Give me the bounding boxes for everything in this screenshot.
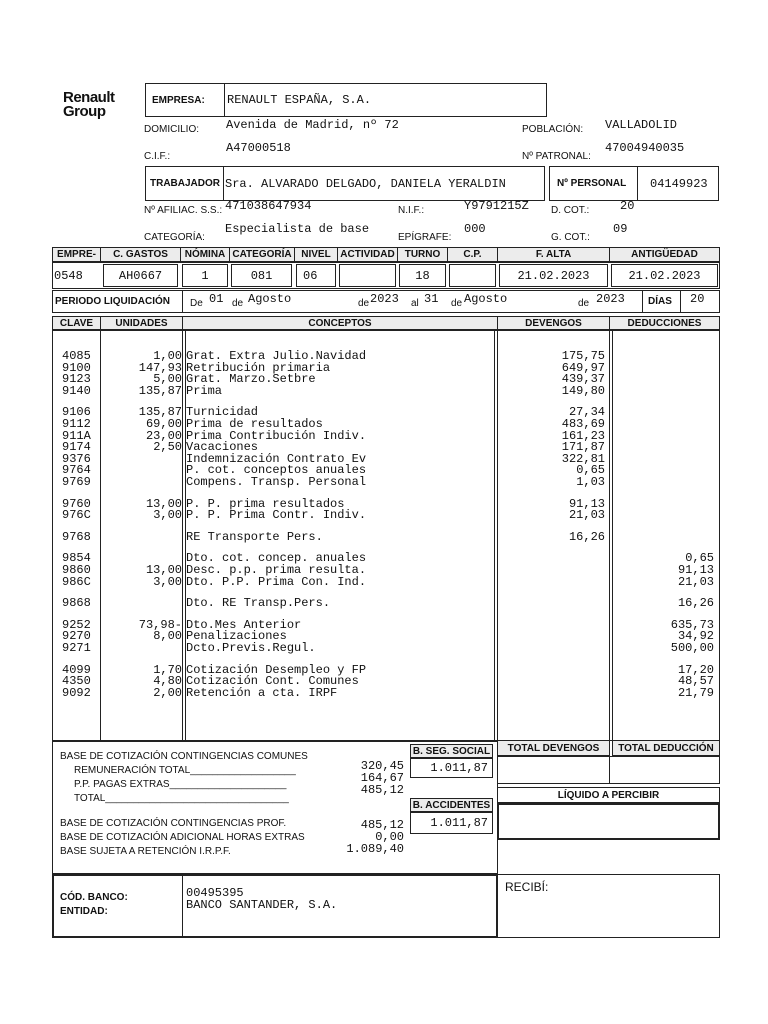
row-deduccion: 34,92 xyxy=(677,629,714,644)
bases-comunes-title: BASE DE COTIZACIÓN CONTINGENCIAS COMUNES xyxy=(60,751,308,762)
val-cp xyxy=(449,264,496,287)
row-devengo: 1,03 xyxy=(576,475,605,489)
row-unidades: 4,80 xyxy=(153,674,182,689)
hdr-categoria: CATEGORÍA xyxy=(229,247,295,262)
row-clave: 9112 xyxy=(62,417,91,431)
row-concepto: P. cot. conceptos anuales xyxy=(186,463,367,478)
row-deduccion: 500,00 xyxy=(670,641,714,655)
val-nomina: 1 xyxy=(182,264,228,287)
row-clave: 9868 xyxy=(62,596,91,611)
logo-line-1: Renault xyxy=(63,89,115,106)
row-unidades: 13,00 xyxy=(145,563,182,577)
periodo-de-5: de xyxy=(578,298,590,309)
row-concepto: Retención a cta. IRPF xyxy=(186,685,338,700)
row-concepto: Grat. Extra Julio.Navidad xyxy=(186,349,367,363)
row-unidades: 3,00 xyxy=(153,508,182,523)
hdr-empre: EMPRE- xyxy=(52,247,101,262)
cod-banco-label: CÓD. BANCO: xyxy=(60,892,128,903)
col-devengos: DEVENGOS xyxy=(497,316,610,330)
row-concepto: P. P. prima resultados xyxy=(186,496,345,511)
periodo-label: PERIODO LIQUIDACIÓN xyxy=(55,296,171,307)
total-deduccion-label: TOTAL DEDUCCIÓN xyxy=(612,740,720,756)
row-concepto: Prima xyxy=(186,383,223,398)
row-concepto: P. P. Prima Contr. Indiv. xyxy=(186,508,367,523)
row-clave: 4099 xyxy=(62,662,91,677)
row-devengo: 649,97 xyxy=(561,360,605,375)
nif-label: N.I.F.: xyxy=(398,205,425,216)
row-deduccion: 635,73 xyxy=(670,617,714,632)
dcot-value: 20 xyxy=(620,199,635,213)
profesionales-label: BASE DE COTIZACIÓN CONTINGENCIAS PROF. xyxy=(60,818,287,829)
row-unidades: 5,00 xyxy=(153,372,182,387)
afiliac-value: 471038647934 xyxy=(225,199,312,213)
dcot-label: D. COT.: xyxy=(551,205,590,216)
epigrafe-label: EPÍGRAFE: xyxy=(398,232,452,243)
row-unidades: 147,93 xyxy=(138,360,182,375)
row-deduccion: 21,03 xyxy=(677,574,714,589)
row-devengo: 27,34 xyxy=(568,405,605,420)
col-conceptos: CONCEPTOS xyxy=(182,316,498,330)
periodo-month-2: Agosto xyxy=(464,292,508,306)
periodo-de-3: de xyxy=(358,298,370,309)
row-clave: 9768 xyxy=(62,529,91,544)
row-unidades: 2,00 xyxy=(153,685,182,700)
row-clave: 911A xyxy=(62,428,91,443)
row-devengo: 322,81 xyxy=(561,451,605,466)
row-deduccion: 0,65 xyxy=(685,551,714,566)
row-unidades: 73,98- xyxy=(138,617,182,632)
row-devengo: 91,13 xyxy=(568,496,605,511)
row-concepto: Dto. P.P. Prima Con. Ind. xyxy=(186,574,367,589)
row-concepto: Dto. RE Transp.Pers. xyxy=(186,596,331,611)
hdr-nomina: NÓMINA xyxy=(180,247,230,262)
row-devengo: 171,87 xyxy=(561,440,605,455)
row-unidades: 2,50 xyxy=(153,440,182,455)
row-concepto: Grat. Marzo.Setbre xyxy=(186,372,316,387)
epigrafe-value: 000 xyxy=(464,222,486,236)
row-clave: 986C xyxy=(62,574,91,589)
irpf-value: 1.089,40 xyxy=(346,842,404,856)
row-deduccion: 17,20 xyxy=(677,662,714,677)
total-label: TOTAL_________________________________ xyxy=(74,793,289,804)
periodo-year-1: 2023 xyxy=(370,292,399,306)
val-categoria: 081 xyxy=(231,264,292,287)
row-concepto: Dcto.Previs.Regul. xyxy=(186,641,316,655)
col-unidades: UNIDADES xyxy=(100,316,183,330)
row-clave: 9860 xyxy=(62,563,91,577)
row-deduccion: 16,26 xyxy=(677,596,714,611)
profesionales-value: 485,12 xyxy=(360,818,404,832)
irpf-label: BASE SUJETA A RETENCIÓN I.R.P.F. xyxy=(60,846,231,857)
row-clave: 9100 xyxy=(62,360,91,375)
row-deduccion: 48,57 xyxy=(677,674,714,689)
row-concepto: Dto.Mes Anterior xyxy=(186,617,302,632)
horas-label: BASE DE COTIZACIÓN ADICIONAL HORAS EXTRAS xyxy=(60,832,305,843)
row-concepto: RE Transporte Pers. xyxy=(186,529,323,544)
row-clave: 9769 xyxy=(62,475,91,489)
row-unidades: 8,00 xyxy=(153,629,182,644)
seg-social-value: 1.011,87 xyxy=(410,758,493,778)
liquido-label: LÍQUIDO A PERCIBIR xyxy=(497,787,720,803)
poblacion-label: POBLACIÓN: xyxy=(522,124,584,135)
row-unidades: 23,00 xyxy=(145,428,182,443)
row-clave: 9123 xyxy=(62,372,91,387)
row-clave: 9106 xyxy=(62,405,91,420)
total-deduccion-value xyxy=(609,756,720,784)
empresa-label: EMPRESA: xyxy=(152,95,205,106)
gcot-label: G. COT.: xyxy=(551,232,590,243)
hdr-turno: TURNO xyxy=(397,247,448,262)
row-unidades: 1,70 xyxy=(153,662,182,677)
trabajador-value: Sra. ALVARADO DELGADO, DANIELA YERALDIN xyxy=(225,177,506,191)
nif-value: Y9791215Z xyxy=(464,199,529,213)
trabajador-label: TRABAJADOR xyxy=(150,178,220,189)
val-nivel: 06 xyxy=(296,264,336,287)
row-devengo: 21,03 xyxy=(568,508,605,523)
val-turno: 18 xyxy=(399,264,446,287)
row-concepto: Cotización Desempleo y FP xyxy=(186,662,367,677)
remuneracion-value: 320,45 xyxy=(360,759,404,773)
row-devengo: 175,75 xyxy=(561,349,605,363)
row-concepto: Prima Contribución Indiv. xyxy=(186,428,367,443)
val-cgastos: AH0667 xyxy=(103,264,178,287)
row-clave: 9271 xyxy=(62,641,91,655)
renault-group-logo xyxy=(63,91,115,119)
row-clave: 9854 xyxy=(62,551,91,566)
horas-value: 0,00 xyxy=(375,830,404,844)
accidentes-label: B. ACCIDENTES xyxy=(410,798,493,812)
accidentes-value: 1.011,87 xyxy=(410,812,493,834)
domicilio-value: Avenida de Madrid, nº 72 xyxy=(226,118,399,132)
cif-value: A47000518 xyxy=(226,141,291,155)
gcot-value: 09 xyxy=(613,222,628,236)
categoria-label: CATEGORÍA: xyxy=(144,232,205,243)
col-clave: CLAVE xyxy=(52,316,101,330)
row-clave: 4085 xyxy=(62,349,91,363)
periodo-de-4: de xyxy=(451,298,463,309)
row-clave: 9092 xyxy=(62,685,91,700)
row-clave: 9376 xyxy=(62,451,91,466)
row-unidades: 3,00 xyxy=(153,574,182,589)
row-devengo: 161,23 xyxy=(561,428,605,443)
patronal-label: Nº PATRONAL: xyxy=(522,151,591,162)
npersonal-label: Nº PERSONAL xyxy=(557,178,627,189)
domicilio-label: DOMICILIO: xyxy=(144,124,200,135)
row-devengo: 439,37 xyxy=(561,372,605,387)
row-deduccion: 91,13 xyxy=(677,563,714,577)
row-unidades: 13,00 xyxy=(145,496,182,511)
row-concepto: Compens. Transp. Personal xyxy=(186,475,367,489)
afiliac-label: Nº AFILIAC. S.S.: xyxy=(144,205,223,216)
row-concepto: Penalizaciones xyxy=(186,629,287,644)
row-concepto: Indemnización Contrato Ev xyxy=(186,451,367,466)
val-empre: 0548 xyxy=(54,268,83,283)
total-value: 485,12 xyxy=(360,783,404,797)
row-unidades: 1,00 xyxy=(153,349,182,363)
col-deducciones: DEDUCCIONES xyxy=(609,316,720,330)
total-devengos-value xyxy=(497,756,610,784)
patronal-value: 47004940035 xyxy=(605,141,685,155)
recibi-label: RECIBÍ: xyxy=(505,880,549,894)
periodo-month-1: Agosto xyxy=(248,292,292,306)
row-devengo: 483,69 xyxy=(561,417,605,431)
seg-social-label: B. SEG. SOCIAL xyxy=(410,744,493,758)
cif-label: C.I.F.: xyxy=(144,151,171,162)
entidad-value: BANCO SANTANDER, S.A. xyxy=(186,898,338,912)
periodo-de-1: De xyxy=(190,298,203,309)
logo-line-2: Group xyxy=(63,103,106,120)
row-deduccion: 21,79 xyxy=(677,685,714,700)
hdr-nivel: NIVEL xyxy=(294,247,338,262)
npersonal-value: 04149923 xyxy=(650,177,708,191)
row-clave: 976C xyxy=(62,508,91,523)
row-concepto: Prima de resultados xyxy=(186,417,323,431)
row-devengo: 0,65 xyxy=(576,463,605,478)
dias-value: 20 xyxy=(690,292,705,306)
periodo-day-1: 01 xyxy=(209,292,224,306)
hdr-antiguedad: ANTIGÜEDAD xyxy=(609,247,720,262)
row-unidades: 135,87 xyxy=(138,383,182,398)
row-concepto: Retribución primaria xyxy=(186,360,331,375)
row-unidades: 135,87 xyxy=(138,405,182,420)
row-devengo: 149,80 xyxy=(561,383,605,398)
row-concepto: Turnicidad xyxy=(186,405,259,420)
row-devengo: 16,26 xyxy=(568,529,605,544)
row-clave: 9140 xyxy=(62,383,91,398)
dias-label: DÍAS xyxy=(648,296,672,307)
val-antiguedad: 21.02.2023 xyxy=(611,264,718,287)
row-clave: 4350 xyxy=(62,674,91,689)
row-concepto: Cotización Cont. Comunes xyxy=(186,674,359,689)
hdr-cgastos: C. GASTOS xyxy=(100,247,181,262)
periodo-day-2: 31 xyxy=(424,292,439,306)
hdr-cp: C.P. xyxy=(447,247,498,262)
row-concepto: Vacaciones xyxy=(186,440,259,455)
pagas-label: P.P. PAGAS EXTRAS_____________________ xyxy=(74,779,287,790)
row-clave: 9252 xyxy=(62,617,91,632)
empresa-value: RENAULT ESPAÑA, S.A. xyxy=(227,93,372,107)
hdr-actividad: ACTIVIDAD xyxy=(337,247,398,262)
poblacion-value: VALLADOLID xyxy=(605,118,678,132)
cod-banco-value: 00495395 xyxy=(186,886,244,900)
val-actividad xyxy=(339,264,396,287)
row-clave: 9764 xyxy=(62,463,91,478)
periodo-year-2: 2023 xyxy=(596,292,625,306)
entidad-label: ENTIDAD: xyxy=(60,906,108,917)
row-concepto: Desc. p.p. prima resulta. xyxy=(186,563,367,577)
row-unidades: 69,00 xyxy=(145,417,182,431)
categoria-value: Especialista de base xyxy=(225,222,370,236)
hdr-falta: F. ALTA xyxy=(497,247,610,262)
total-devengos-label: TOTAL DEVENGOS xyxy=(497,740,610,756)
val-falta: 21.02.2023 xyxy=(499,264,608,287)
row-concepto: Dto. cot. concep. anuales xyxy=(186,551,367,566)
row-clave: 9174 xyxy=(62,440,91,455)
periodo-al: al xyxy=(411,298,419,309)
liquido-value xyxy=(497,803,720,840)
remuneracion-label: REMUNERACIÓN TOTAL___________________ xyxy=(74,765,296,776)
row-clave: 9270 xyxy=(62,629,91,644)
periodo-de-2: de xyxy=(232,298,244,309)
row-clave: 9760 xyxy=(62,496,91,511)
pagas-value: 164,67 xyxy=(360,771,404,785)
